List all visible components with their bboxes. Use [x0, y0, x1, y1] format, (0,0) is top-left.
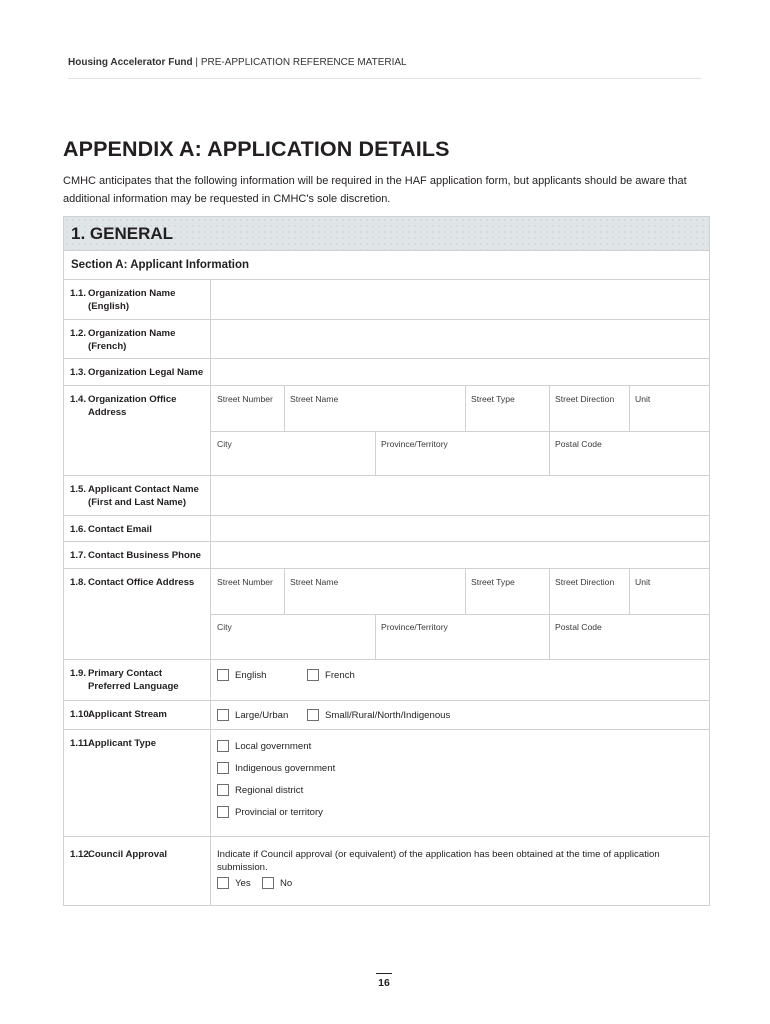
- street-type-field[interactable]: Street Type: [471, 577, 515, 587]
- checkbox[interactable]: [217, 806, 229, 818]
- row-number: 1.11.: [70, 738, 91, 749]
- checkbox[interactable]: [217, 784, 229, 796]
- divider: [549, 569, 550, 614]
- row-number: 1.2.: [70, 328, 87, 339]
- organization-name-english-field[interactable]: [211, 280, 709, 319]
- header-separator: |: [192, 57, 201, 68]
- row-label-text: Organization Legal Name: [88, 367, 204, 378]
- row-label: [64, 516, 211, 541]
- form-row-organization-legal-name: [64, 359, 709, 386]
- street-name-field[interactable]: Street Name: [290, 394, 339, 404]
- form-row-applicant-type: [64, 730, 709, 837]
- unit-field[interactable]: Unit: [635, 394, 651, 404]
- row-label: [64, 476, 211, 515]
- option-french[interactable]: [307, 669, 355, 681]
- organization-legal-name-field[interactable]: [211, 359, 709, 385]
- province-field[interactable]: Province/Territory: [381, 439, 448, 449]
- row-number: 1.7.: [70, 550, 87, 561]
- appendix-title: APPENDIX A: APPLICATION DETAILS: [63, 137, 450, 161]
- form-row-organization-name-french: [64, 320, 709, 359]
- option-label: Small/Rural/North/Indigenous: [325, 709, 451, 721]
- checkbox[interactable]: [217, 669, 229, 681]
- form-row-contact-business-phone: [64, 542, 709, 569]
- header-brand: Housing Accelerator Fund: [68, 57, 193, 68]
- subsection-title: Section A: Applicant Information: [64, 251, 709, 280]
- option-english[interactable]: [217, 669, 266, 681]
- option-label: English: [235, 669, 267, 681]
- header-subtitle: PRE-APPLICATION REFERENCE MATERIAL: [200, 57, 407, 68]
- row-number: 1.10.: [70, 709, 92, 720]
- street-number-field[interactable]: Street Number: [217, 394, 273, 404]
- form-row-applicant-contact-name: [64, 476, 709, 516]
- option-local-government[interactable]: [217, 740, 311, 752]
- option-regional-district[interactable]: [217, 784, 303, 796]
- option-provincial-or-territory[interactable]: [217, 806, 323, 818]
- page-number: 16: [376, 973, 392, 989]
- contact-office-address-fields: [211, 569, 709, 659]
- row-label: [64, 359, 211, 385]
- row-label-text: Primary Contact Preferred Language: [88, 668, 179, 692]
- page-header: [68, 57, 702, 79]
- option-indigenous-government[interactable]: [217, 762, 335, 774]
- option-label: Local government: [235, 740, 312, 752]
- option-yes[interactable]: [217, 877, 251, 889]
- row-label-text: Organization Name (English): [88, 288, 176, 312]
- option-label: Indigenous government: [235, 762, 336, 774]
- row-label-text: Contact Business Phone: [88, 550, 202, 561]
- street-number-field[interactable]: Street Number: [217, 577, 273, 587]
- application-form: [63, 216, 710, 906]
- contact-business-phone-field[interactable]: [211, 542, 709, 568]
- postal-code-field[interactable]: Postal Code: [555, 439, 602, 449]
- form-row-applicant-stream: [64, 701, 709, 730]
- option-no[interactable]: [262, 877, 292, 889]
- divider: [629, 569, 630, 614]
- checkbox[interactable]: [217, 762, 229, 774]
- applicant-type-options: [211, 730, 709, 836]
- row-label: [64, 280, 211, 319]
- form-row-council-approval: [64, 837, 709, 905]
- divider: [549, 614, 550, 659]
- contact-email-field[interactable]: [211, 516, 709, 541]
- option-label: Yes: [235, 877, 251, 889]
- organization-name-french-field[interactable]: [211, 320, 709, 358]
- form-row-organization-office-address: [64, 386, 709, 476]
- row-number: 1.5.: [70, 484, 87, 495]
- row-label-text: Organization Office Address: [88, 394, 177, 418]
- divider: [549, 431, 550, 476]
- checkbox[interactable]: [217, 877, 229, 889]
- form-row-contact-office-address: [64, 569, 709, 660]
- row-label: [64, 386, 211, 475]
- option-label: Regional district: [235, 784, 304, 796]
- row-label-text: Contact Email: [88, 524, 152, 535]
- divider: [375, 614, 376, 659]
- council-approval-options: [211, 837, 709, 905]
- checkbox[interactable]: [217, 709, 229, 721]
- row-label-text: Applicant Type: [88, 738, 157, 749]
- divider: [465, 569, 466, 614]
- postal-code-field[interactable]: Postal Code: [555, 622, 602, 632]
- row-label-text: Council Approval: [88, 849, 168, 860]
- row-number: 1.6.: [70, 524, 87, 535]
- checkbox[interactable]: [307, 669, 319, 681]
- form-row-organization-name-english: [64, 280, 709, 320]
- street-name-field[interactable]: Street Name: [290, 577, 339, 587]
- row-number: 1.8.: [70, 577, 87, 588]
- street-type-field[interactable]: Street Type: [471, 394, 515, 404]
- row-number: 1.1.: [70, 288, 87, 299]
- divider: [284, 386, 285, 431]
- applicant-stream-options: [211, 701, 709, 729]
- row-label: [64, 701, 211, 729]
- city-field[interactable]: City: [217, 622, 232, 632]
- option-label: No: [280, 877, 293, 889]
- divider: [629, 386, 630, 431]
- row-number: 1.4.: [70, 394, 87, 405]
- section-header: [64, 217, 709, 251]
- row-label-text: Applicant Stream: [88, 709, 167, 720]
- row-label: [64, 730, 211, 836]
- province-field[interactable]: Province/Territory: [381, 622, 448, 632]
- checkbox[interactable]: [307, 709, 319, 721]
- city-field[interactable]: City: [217, 439, 232, 449]
- divider: [375, 431, 376, 476]
- option-small-rural-north-indigenous[interactable]: [307, 709, 450, 721]
- row-label: [64, 569, 211, 659]
- option-label: French: [325, 669, 355, 681]
- checkbox[interactable]: [217, 740, 229, 752]
- street-direction-field[interactable]: Street Direction: [555, 577, 615, 587]
- divider: [284, 569, 285, 614]
- section-title: 1. GENERAL: [71, 224, 174, 243]
- form-row-preferred-language: [64, 660, 709, 701]
- intro-paragraph: CMHC anticipates that the following information will be required in the HAF application form, but applicants should be aware that additional information may be requested in CMHC's sole discretion.: [63, 175, 687, 205]
- unit-field[interactable]: Unit: [635, 577, 651, 587]
- organization-office-address-fields: [211, 386, 709, 475]
- row-number: 1.9.: [70, 668, 87, 679]
- divider: [465, 386, 466, 431]
- preferred-language-options: [211, 660, 709, 700]
- row-number: 1.3.: [70, 367, 87, 378]
- option-label: Large/Urban: [235, 709, 289, 721]
- row-label-text: Applicant Contact Name (First and Last Name): [88, 484, 199, 508]
- row-label: [64, 320, 211, 358]
- row-number: 1.12.: [70, 849, 92, 860]
- row-label-text: Organization Name (French): [88, 328, 176, 352]
- row-label: [64, 542, 211, 568]
- form-row-contact-email: [64, 516, 709, 542]
- option-label: Provincial or territory: [235, 806, 323, 818]
- row-label: [64, 660, 211, 700]
- row-label-text: Contact Office Address: [88, 577, 195, 588]
- checkbox[interactable]: [262, 877, 274, 889]
- council-approval-instructions: Indicate if Council approval (or equivalent) of the application has been obtained at the time of application submission.: [217, 849, 660, 873]
- applicant-contact-name-field[interactable]: [211, 476, 709, 515]
- divider: [549, 386, 550, 431]
- street-direction-field[interactable]: Street Direction: [555, 394, 615, 404]
- row-label: [64, 837, 211, 905]
- option-large-urban[interactable]: [217, 709, 288, 721]
